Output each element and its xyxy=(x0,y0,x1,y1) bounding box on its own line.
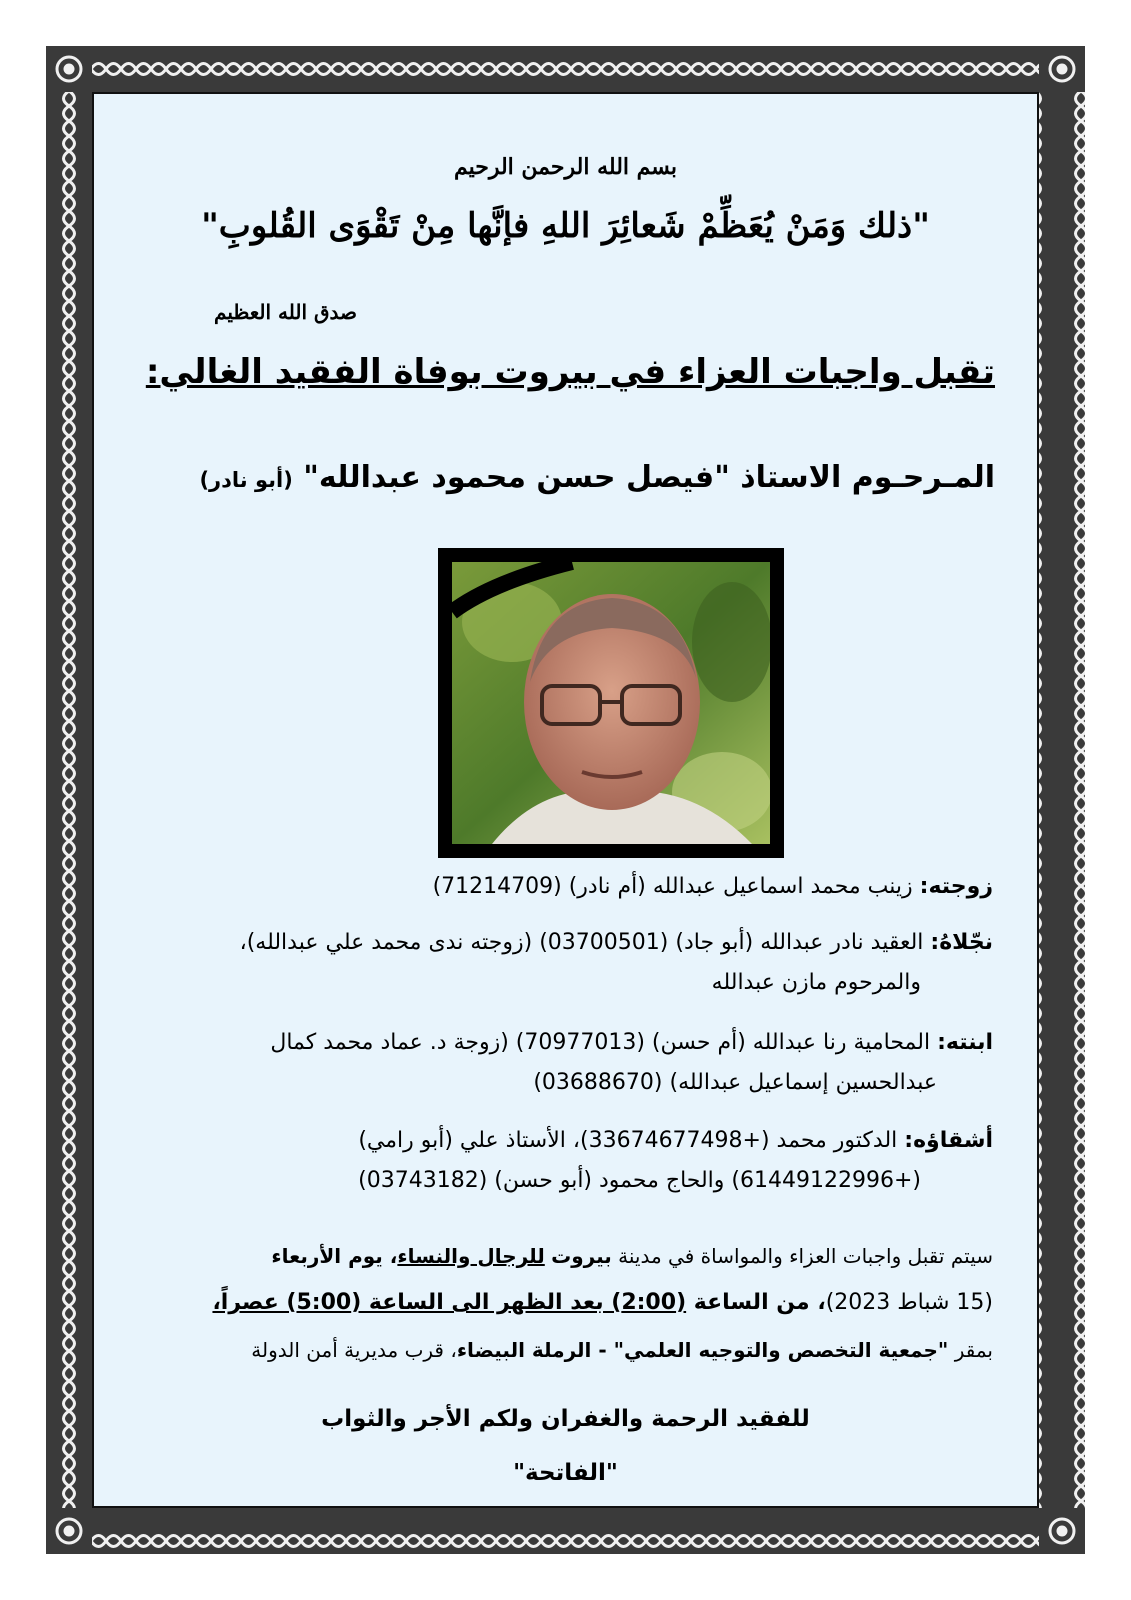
sadaqa-text: صدق الله العظيم xyxy=(214,300,357,324)
sons-text-1: العقيد نادر عبدالله (أبو جاد) (03700501) (زوجته ندى محمد علي عبدالله)، xyxy=(239,930,931,955)
details-date: (15 شباط 2023) xyxy=(825,1290,993,1315)
wife-line xyxy=(433,874,993,899)
brothers-text-1: الدكتور محمد (+33674677498)، الأستاذ علي (أبو رامي) xyxy=(358,1128,905,1153)
deceased-photo-frame xyxy=(438,548,784,858)
deceased-name xyxy=(199,460,995,495)
sons-line-2: والمرحوم مازن عبدالله xyxy=(711,970,921,995)
details-city: بيروت xyxy=(551,1244,612,1268)
details-l1-a: سيتم تقبل واجبات العزاء والمواساة في مدينة xyxy=(611,1244,993,1268)
brothers-line-1 xyxy=(358,1128,993,1153)
details-line-3 xyxy=(251,1338,993,1362)
sons-label: نجّلاهُ: xyxy=(930,930,993,955)
quran-verse: "ذلك وَمَنْ يُعَظِّمْ شَعائِرَ اللهِ فإنَّها مِنْ تَقْوَى القُلوبِ" xyxy=(201,206,930,246)
portrait-image xyxy=(452,562,770,844)
announcement-title: تقبل واجبات العزاء في بيروت بوفاة الفقيد الغالي: xyxy=(145,352,995,392)
wife-label: زوجته: xyxy=(919,874,993,899)
details-venue: "جمعية التخصص والتوجيه العلمي" - الرملة البيضاء xyxy=(456,1338,949,1362)
sons-line-1 xyxy=(240,930,993,955)
deceased-photo xyxy=(452,562,770,844)
details-line-2 xyxy=(212,1290,993,1315)
daughter-label: ابنته: xyxy=(937,1030,993,1055)
details-line-1 xyxy=(271,1244,993,1268)
details-from: ، من الساعة xyxy=(686,1290,826,1315)
closing-prayer: للفقيد الرحمة والغفران ولكم الأجر والثواب xyxy=(321,1406,810,1432)
details-l3-a: بمقر xyxy=(948,1338,993,1362)
details-audience: للرجال والنساء xyxy=(397,1244,545,1268)
deceased-kunya: (أبو نادر) xyxy=(199,468,293,492)
daughter-line-1 xyxy=(270,1030,993,1055)
fatiha-text: "الفاتحة" xyxy=(513,1460,618,1486)
daughter-line-2: عبدالحسين إسماعيل عبدالله) (03688670) xyxy=(533,1070,937,1095)
basmala: بسم الله الرحمن الرحيم xyxy=(453,154,678,180)
card-content xyxy=(92,92,1039,1508)
brothers-line-2: (+61449122996) والحاج محمود (أبو حسن) (03743182) xyxy=(358,1168,921,1193)
brothers-label: أشقاؤه: xyxy=(904,1128,993,1153)
details-time: (2:00) بعد الظهر الى الساعة (5:00) عصراً، xyxy=(212,1290,687,1315)
details-day: ، يوم الأربعاء xyxy=(271,1244,398,1268)
wife-text: زينب محمد اسماعيل عبدالله (أم نادر) (71214709) xyxy=(432,874,920,899)
details-l3-c: ، قرب مديرية أمن الدولة xyxy=(251,1338,457,1362)
ornamental-border xyxy=(46,46,1085,1554)
deceased-full-name: المـرحـوم الاستاذ "فيصل حسن محمود عبدالله" xyxy=(303,460,995,495)
daughter-text-1: المحامية رنا عبدالله (أم حسن) (70977013) (زوجة د. عماد محمد كمال xyxy=(270,1030,938,1055)
